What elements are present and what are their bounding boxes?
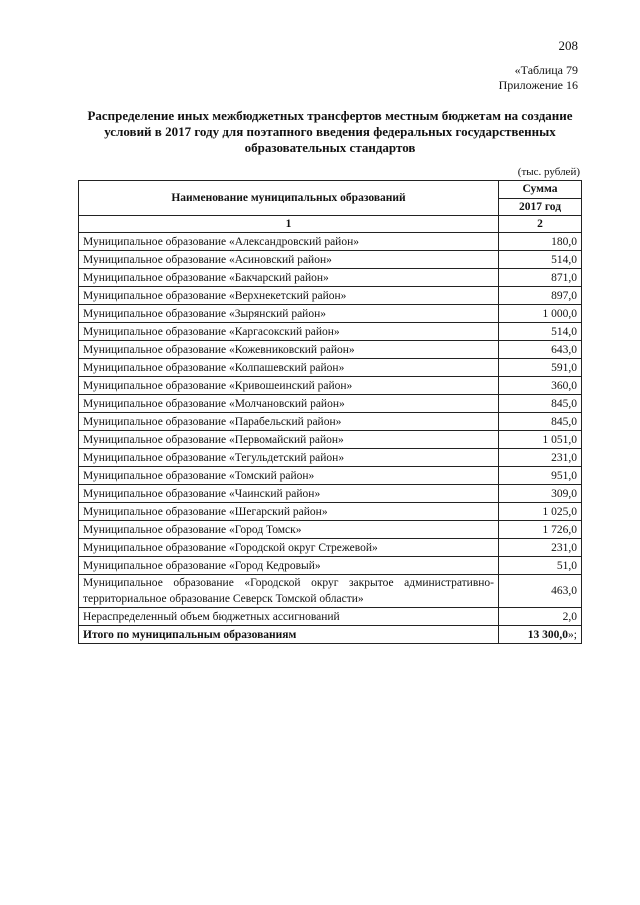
row-value: 51,0	[499, 557, 582, 575]
row-name: Муниципальное образование «Город Томск»	[79, 521, 499, 539]
row-value: 1 025,0	[499, 503, 582, 521]
table-reference-line-2: Приложение 16	[498, 78, 578, 92]
row-name: Муниципальное образование «Шегарский район»	[79, 503, 499, 521]
table-row	[79, 521, 582, 539]
table-row	[79, 287, 582, 305]
table-row	[79, 233, 582, 251]
row-name: Муниципальное образование «Тегульдетский район»	[79, 449, 499, 467]
units-note: (тыс. рублей)	[517, 166, 580, 178]
table-row	[79, 539, 582, 557]
column-header-name: Наименование муниципальных образований	[79, 181, 499, 216]
row-value: 845,0	[499, 413, 582, 431]
row-value: 463,0	[499, 575, 582, 608]
row-value: 643,0	[499, 341, 582, 359]
table-row	[79, 305, 582, 323]
row-value: 951,0	[499, 467, 582, 485]
row-name: Муниципальное образование «Чаинский район»	[79, 485, 499, 503]
table-row	[79, 575, 582, 608]
row-value: 897,0	[499, 287, 582, 305]
table-row	[79, 341, 582, 359]
row-name: Муниципальное образование «Александровский район»	[79, 233, 499, 251]
total-row	[79, 626, 582, 644]
column-number-2: 2	[499, 216, 582, 233]
row-value: 360,0	[499, 377, 582, 395]
row-value: 1 051,0	[499, 431, 582, 449]
table-row	[79, 413, 582, 431]
table-row	[79, 449, 582, 467]
row-name: Муниципальное образование «Каргасокский район»	[79, 323, 499, 341]
row-name: Муниципальное образование «Парабельский район»	[79, 413, 499, 431]
row-name: Муниципальное образование «Асиновский район»	[79, 251, 499, 269]
table-row	[79, 467, 582, 485]
budget-table	[78, 180, 582, 644]
row-value: 309,0	[499, 485, 582, 503]
row-value: 1 726,0	[499, 521, 582, 539]
row-value: 1 000,0	[499, 305, 582, 323]
row-name: Муниципальное образование «Город Кедровый»	[79, 557, 499, 575]
total-name: Итого по муниципальным образованиям	[79, 626, 499, 644]
table-row	[79, 395, 582, 413]
row-value: 231,0	[499, 539, 582, 557]
row-name: Муниципальное образование «Молчановский район»	[79, 395, 499, 413]
column-header-sum: Сумма	[499, 181, 582, 199]
row-name: Муниципальное образование «Бакчарский район»	[79, 269, 499, 287]
column-header-year: 2017 год	[499, 198, 582, 216]
document-title: Распределение иных межбюджетных трансфертов местным бюджетам на создание условий в 2017 году для поэтапного введения федеральных государственных образовательных стандартов	[87, 108, 573, 155]
total-value: 13 300,0	[527, 628, 569, 641]
row-name: Муниципальное образование «Первомайский район»	[79, 431, 499, 449]
table-row	[79, 377, 582, 395]
row-value: 180,0	[499, 233, 582, 251]
page-number: 208	[558, 38, 578, 53]
table-reference-line-1: «Таблица 79	[514, 63, 578, 77]
total-closing-quote: »;	[568, 628, 577, 641]
row-name: Муниципальное образование «Верхнекетский район»	[79, 287, 499, 305]
table-reference	[499, 63, 578, 93]
table-row	[79, 485, 582, 503]
row-name: Муниципальное образование «Кривошеинский район»	[79, 377, 499, 395]
row-name: Муниципальное образование «Зырянский район»	[79, 305, 499, 323]
row-name: Муниципальное образование «Городской округ Стрежевой»	[79, 539, 499, 557]
row-value: 871,0	[499, 269, 582, 287]
table-row	[79, 269, 582, 287]
row-name: Муниципальное образование «Колпашевский район»	[79, 359, 499, 377]
table-row	[79, 323, 582, 341]
table-row	[79, 251, 582, 269]
row-name: Муниципальное образование «Томский район»	[79, 467, 499, 485]
table-row	[79, 431, 582, 449]
row-value: 231,0	[499, 449, 582, 467]
table-row	[79, 359, 582, 377]
row-value: 591,0	[499, 359, 582, 377]
row-name: Нераспределенный объем бюджетных ассигнований	[79, 608, 499, 626]
table-row	[79, 557, 582, 575]
table-row	[79, 608, 582, 626]
total-value-cell	[499, 626, 582, 644]
table-row	[79, 503, 582, 521]
row-name: Муниципальное образование «Кожевниковский район»	[79, 341, 499, 359]
column-number-1: 1	[79, 216, 499, 233]
row-value: 845,0	[499, 395, 582, 413]
row-value: 514,0	[499, 323, 582, 341]
row-name: Муниципальное образование «Городской округ закрытое административно-территориальное образование Северск Томской области»	[79, 575, 499, 608]
row-value: 2,0	[499, 608, 582, 626]
row-value: 514,0	[499, 251, 582, 269]
